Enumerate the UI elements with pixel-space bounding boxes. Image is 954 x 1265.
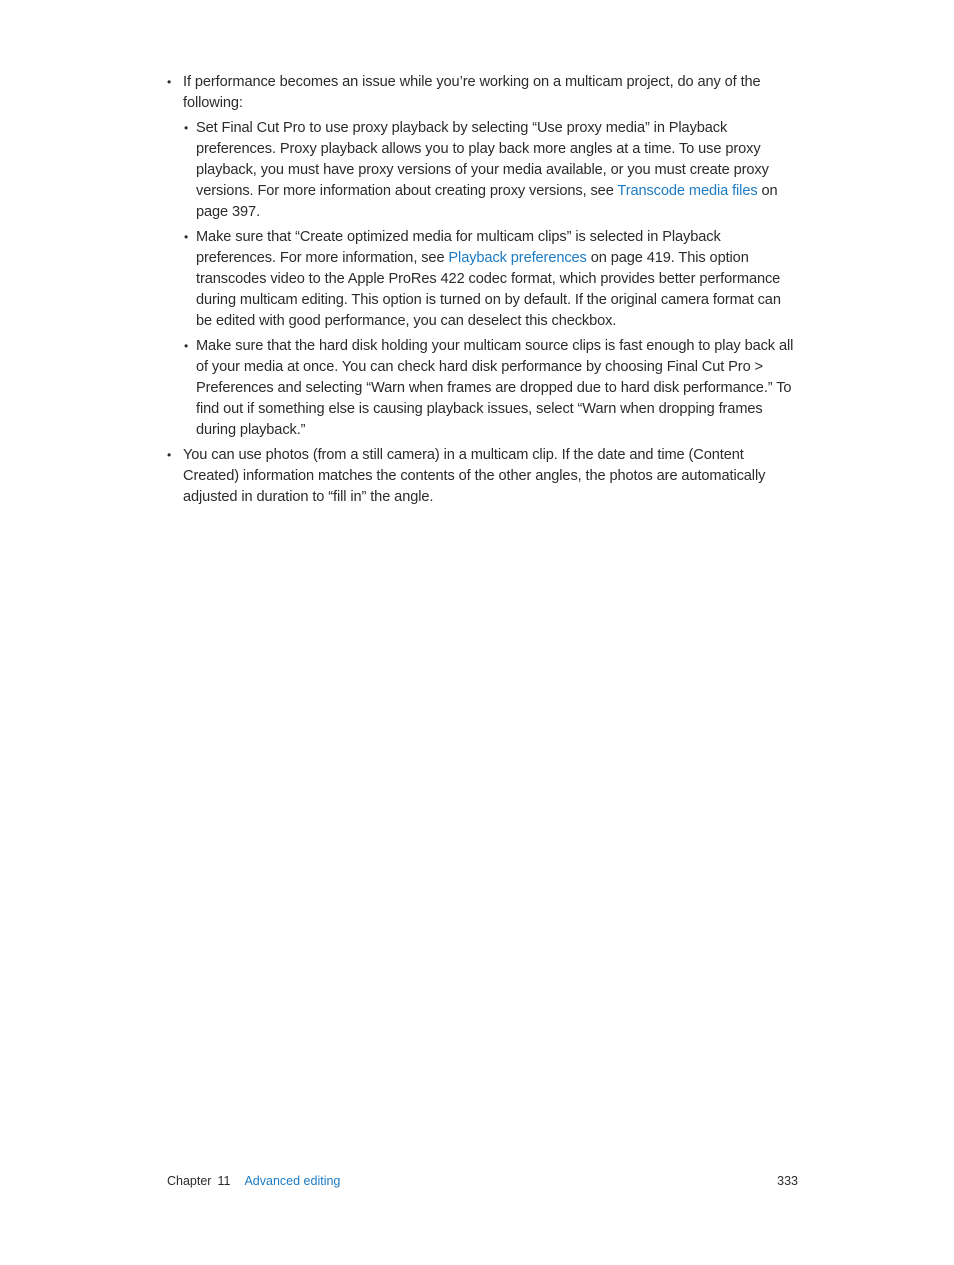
sub-list-item-text: Make sure that “Create optimized media for multicam clips” is selected in Playback preferences. For more information, see (196, 229, 721, 267)
sub-list-item (167, 227, 799, 332)
list-item-text: If performance becomes an issue while you’re working on a multicam project, do any of the following: (183, 74, 761, 111)
sub-list (183, 118, 799, 441)
chapter-label: Chapter (167, 1174, 212, 1188)
sub-list-item (167, 336, 799, 441)
sub-list-item-text: Set Final Cut Pro to use proxy playback by selecting “Use proxy media” in Playback preferences. Proxy playback allows you to play back more angles at a time. To use proxy playback, you must have proxy versions of your media available, or you must create proxy versions. For more information about creating proxy versions, see (196, 120, 769, 200)
sub-list-item-text-tail: on page 419. This option transcodes video to the Apple ProRes 422 codec format, which provides better performance during multicam editing. This option is turned on by default. If the original camera format can be edited with good performance, you can deselect this checkbox. (196, 250, 781, 329)
bullet-glyph: • (184, 121, 189, 136)
chapter-title-link[interactable]: Advanced editing (244, 1174, 341, 1188)
sub-list-item-text-tail: on page 397. (196, 183, 778, 220)
list-item (167, 72, 799, 441)
bullet-glyph: • (184, 339, 189, 354)
bullet-glyph: • (184, 230, 189, 245)
bullet-glyph: • (167, 75, 172, 89)
chapter-number: 11 (217, 1174, 231, 1188)
transcode-media-files-link[interactable]: Transcode media files (617, 183, 758, 200)
page-number: 333 (777, 1174, 798, 1188)
page-content (167, 72, 799, 513)
bullet-glyph: • (167, 448, 172, 463)
list-item-text: You can use photos (from a still camera) in a multicam clip. If the date and time (Content Created) information matches the contents of the other angles, the photos are automatically adjusted in duration to “fill in” the angle. (183, 447, 766, 506)
sub-list-item (167, 118, 799, 223)
list-item (167, 445, 799, 508)
sub-list-item-text: Make sure that the hard disk holding your multicam source clips is fast enough to play back all of your media at once. You can check hard disk performance by choosing Final Cut Pro > Preferences and selecting “Warn when frames are dropped due to hard disk performance.” To find out if something else is causing playback issues, select “Warn when dropping frames during playback.” (196, 338, 794, 438)
playback-preferences-link[interactable]: Playback preferences (448, 250, 587, 267)
page-footer (167, 1173, 799, 1189)
